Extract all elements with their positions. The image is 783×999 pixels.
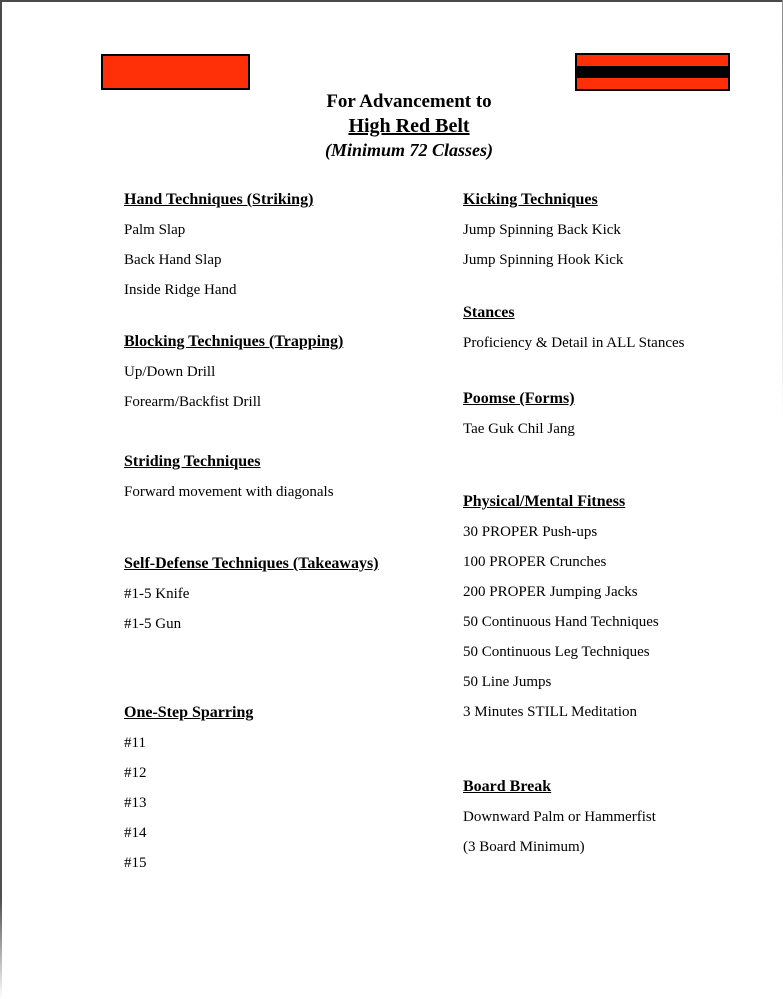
section-self-defense-techniques-takeaways (124, 549, 459, 639)
section-striding-techniques (124, 447, 459, 507)
section-kicking-techniques (463, 185, 768, 275)
section-one-step-sparring (124, 698, 459, 878)
requirement-item: #14 (124, 825, 147, 841)
requirement-item: 30 PROPER Push-ups (463, 524, 598, 540)
requirement-item: #1-5 Gun (124, 616, 182, 632)
section-heading: Self-Defense Techniques (Takeaways) (124, 555, 379, 572)
requirement-item: 100 PROPER Crunches (463, 554, 607, 570)
section-heading: Kicking Techniques (463, 191, 598, 208)
left-column (124, 0, 459, 999)
section-physical-mental-fitness (463, 487, 768, 727)
section-heading: Physical/Mental Fitness (463, 493, 626, 510)
requirement-item: Back Hand Slap (124, 252, 222, 268)
section-heading: Stances (463, 304, 515, 321)
right-column (463, 0, 768, 999)
requirement-item: Downward Palm or Hammerfist (463, 809, 656, 825)
requirement-item: Forearm/Backfist Drill (124, 394, 262, 410)
page-border-left (0, 0, 2, 999)
requirement-item: #1-5 Knife (124, 586, 190, 602)
requirement-item: Jump Spinning Hook Kick (463, 252, 624, 268)
requirement-item: Proficiency & Detail in ALL Stances (463, 335, 685, 351)
section-heading: Striding Techniques (124, 453, 261, 470)
title-line-2: High Red Belt (348, 115, 470, 137)
requirement-item: #12 (124, 765, 147, 781)
section-heading: Poomse (Forms) (463, 390, 575, 407)
section-heading: Board Break (463, 778, 552, 795)
title-line-1: For Advancement to (326, 91, 492, 112)
section-blocking-techniques-trapping (124, 327, 459, 417)
requirement-item: 50 Line Jumps (463, 674, 552, 690)
requirement-item: (3 Board Minimum) (463, 839, 585, 855)
requirement-item: 50 Continuous Hand Techniques (463, 614, 659, 630)
requirement-item: #15 (124, 855, 147, 871)
section-poomse-forms (463, 384, 768, 444)
section-heading: Hand Techniques (Striking) (124, 191, 314, 208)
requirement-item: Tae Guk Chil Jang (463, 421, 575, 437)
section-heading: One-Step Sparring (124, 704, 254, 721)
section-heading: Blocking Techniques (Trapping) (124, 333, 344, 350)
requirement-item: Up/Down Drill (124, 364, 216, 380)
requirement-item: Forward movement with diagonals (124, 484, 334, 500)
requirement-item: Jump Spinning Back Kick (463, 222, 621, 238)
requirement-item: Inside Ridge Hand (124, 282, 237, 298)
requirement-item: #11 (124, 735, 146, 751)
requirement-item: Palm Slap (124, 222, 186, 238)
requirement-item: 3 Minutes STILL Meditation (463, 704, 638, 720)
requirement-item: 50 Continuous Leg Techniques (463, 644, 650, 660)
requirement-item: 200 PROPER Jumping Jacks (463, 584, 638, 600)
section-hand-techniques-striking (124, 185, 459, 305)
requirement-item: #13 (124, 795, 147, 811)
section-board-break (463, 772, 768, 862)
section-stances (463, 298, 768, 358)
title-line-3: (Minimum 72 Classes) (324, 140, 494, 160)
